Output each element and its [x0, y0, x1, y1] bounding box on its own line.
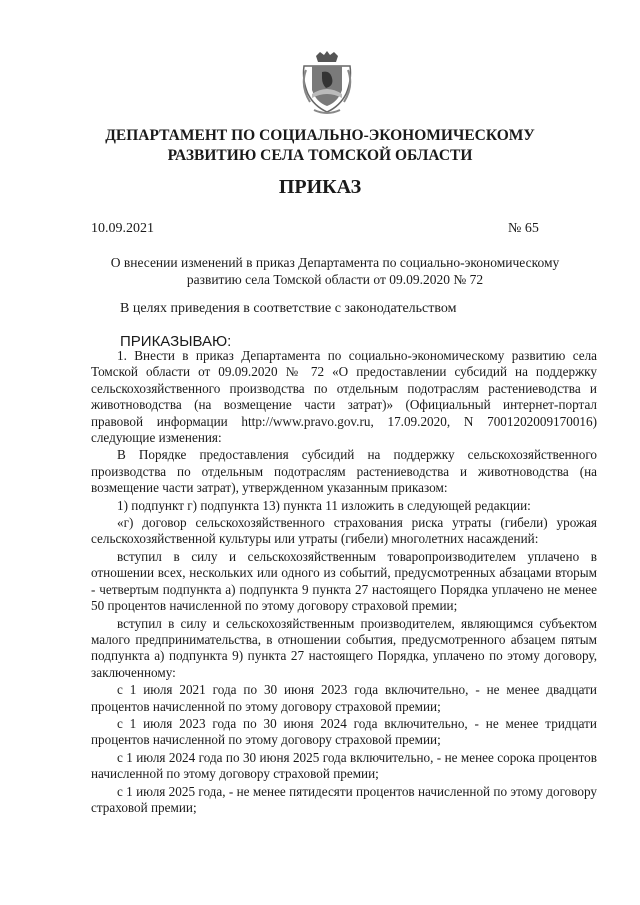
- document-date: 10.09.2021: [91, 221, 154, 236]
- tomsk-coat-of-arms-icon: [300, 50, 354, 118]
- paragraph: вступил в силу и сельскохозяйственным производителем, являющимся субъектом малого предпринимательства, в отношении события, предусмотренного абзацем пятым подпункта а) подпункта 9) пункта 27 настоящего Порядка, уплачено по этому договору, заключенному:: [91, 615, 597, 680]
- document-title: ПРИКАЗ: [278, 176, 362, 198]
- document-subject: О внесении изменений в приказ Департамента по социально-экономическому развитию села Томской области от 09.09.2020 № 72: [110, 255, 560, 287]
- paragraph: с 1 июля 2021 года по 30 июня 2023 года включительно, - не менее двадцати процентов начисленной по этому договору страховой премии;: [91, 682, 597, 714]
- document-number: № 65: [508, 221, 539, 236]
- document-body: [91, 348, 597, 817]
- paragraph: вступил в силу и сельскохозяйственным товаропроизводителем уплачено в отношении всех, нескольких или одного из событий, предусмотренных абзацами вторым - четвертым подпункта а) подпункта 9 пункта 27 настоящего Порядка уплачено не менее 50 процентов начисленной по этому договору страховой премии;: [91, 548, 597, 614]
- paragraph: 1. Внести в приказ Департамента по социально-экономическому развитию села Томской области от 09.09.2020 № 72 «О предоставлении субсидий на поддержку сельскохозяйственного производства по отдельным подотраслям растениеводства и животноводства (на возмещение части затрат)» (Официальный интернет-портал правовой информации http://www.pravo.gov.ru, 17.09.2020, N 7001202009170016) следующие изменения:: [91, 348, 597, 446]
- paragraph: с 1 июля 2025 года, - не менее пятидесяти процентов начисленной по этому договору страховой премии;: [91, 783, 597, 815]
- order-word: ПРИКАЗЫВАЮ:: [120, 333, 232, 350]
- paragraph: с 1 июля 2024 года по 30 июня 2025 года включительно, - не менее сорока процентов начисленной по этому договору страховой премии;: [91, 749, 597, 782]
- org-name-line-2: РАЗВИТИЮ СЕЛА ТОМСКОЙ ОБЛАСТИ: [167, 147, 473, 164]
- paragraph: с 1 июля 2023 года по 30 июня 2024 года включительно, - не менее тридцати процентов начисленной по этому договору страховой премии;: [91, 715, 597, 748]
- paragraph: 1) подпункт г) подпункта 13) пункта 11 изложить в следующей редакции:: [117, 497, 531, 513]
- preamble: В целях приведения в соответствие с законодательством: [120, 301, 457, 316]
- paragraph: В Порядке предоставления субсидий на поддержку сельскохозяйственного производства по отдельным подотраслям растениеводства и животноводства (на возмещение части затрат), утвержденном указанным приказом:: [91, 447, 597, 496]
- org-name-line-1: ДЕПАРТАМЕНТ ПО СОЦИАЛЬНО-ЭКОНОМИЧЕСКОМУ: [105, 127, 535, 144]
- paragraph: «г) договор сельскохозяйственного страхования риска утраты (гибели) урожая сельскохозяйственной культуры или утраты (гибели) многолетних насаждений:: [91, 515, 597, 547]
